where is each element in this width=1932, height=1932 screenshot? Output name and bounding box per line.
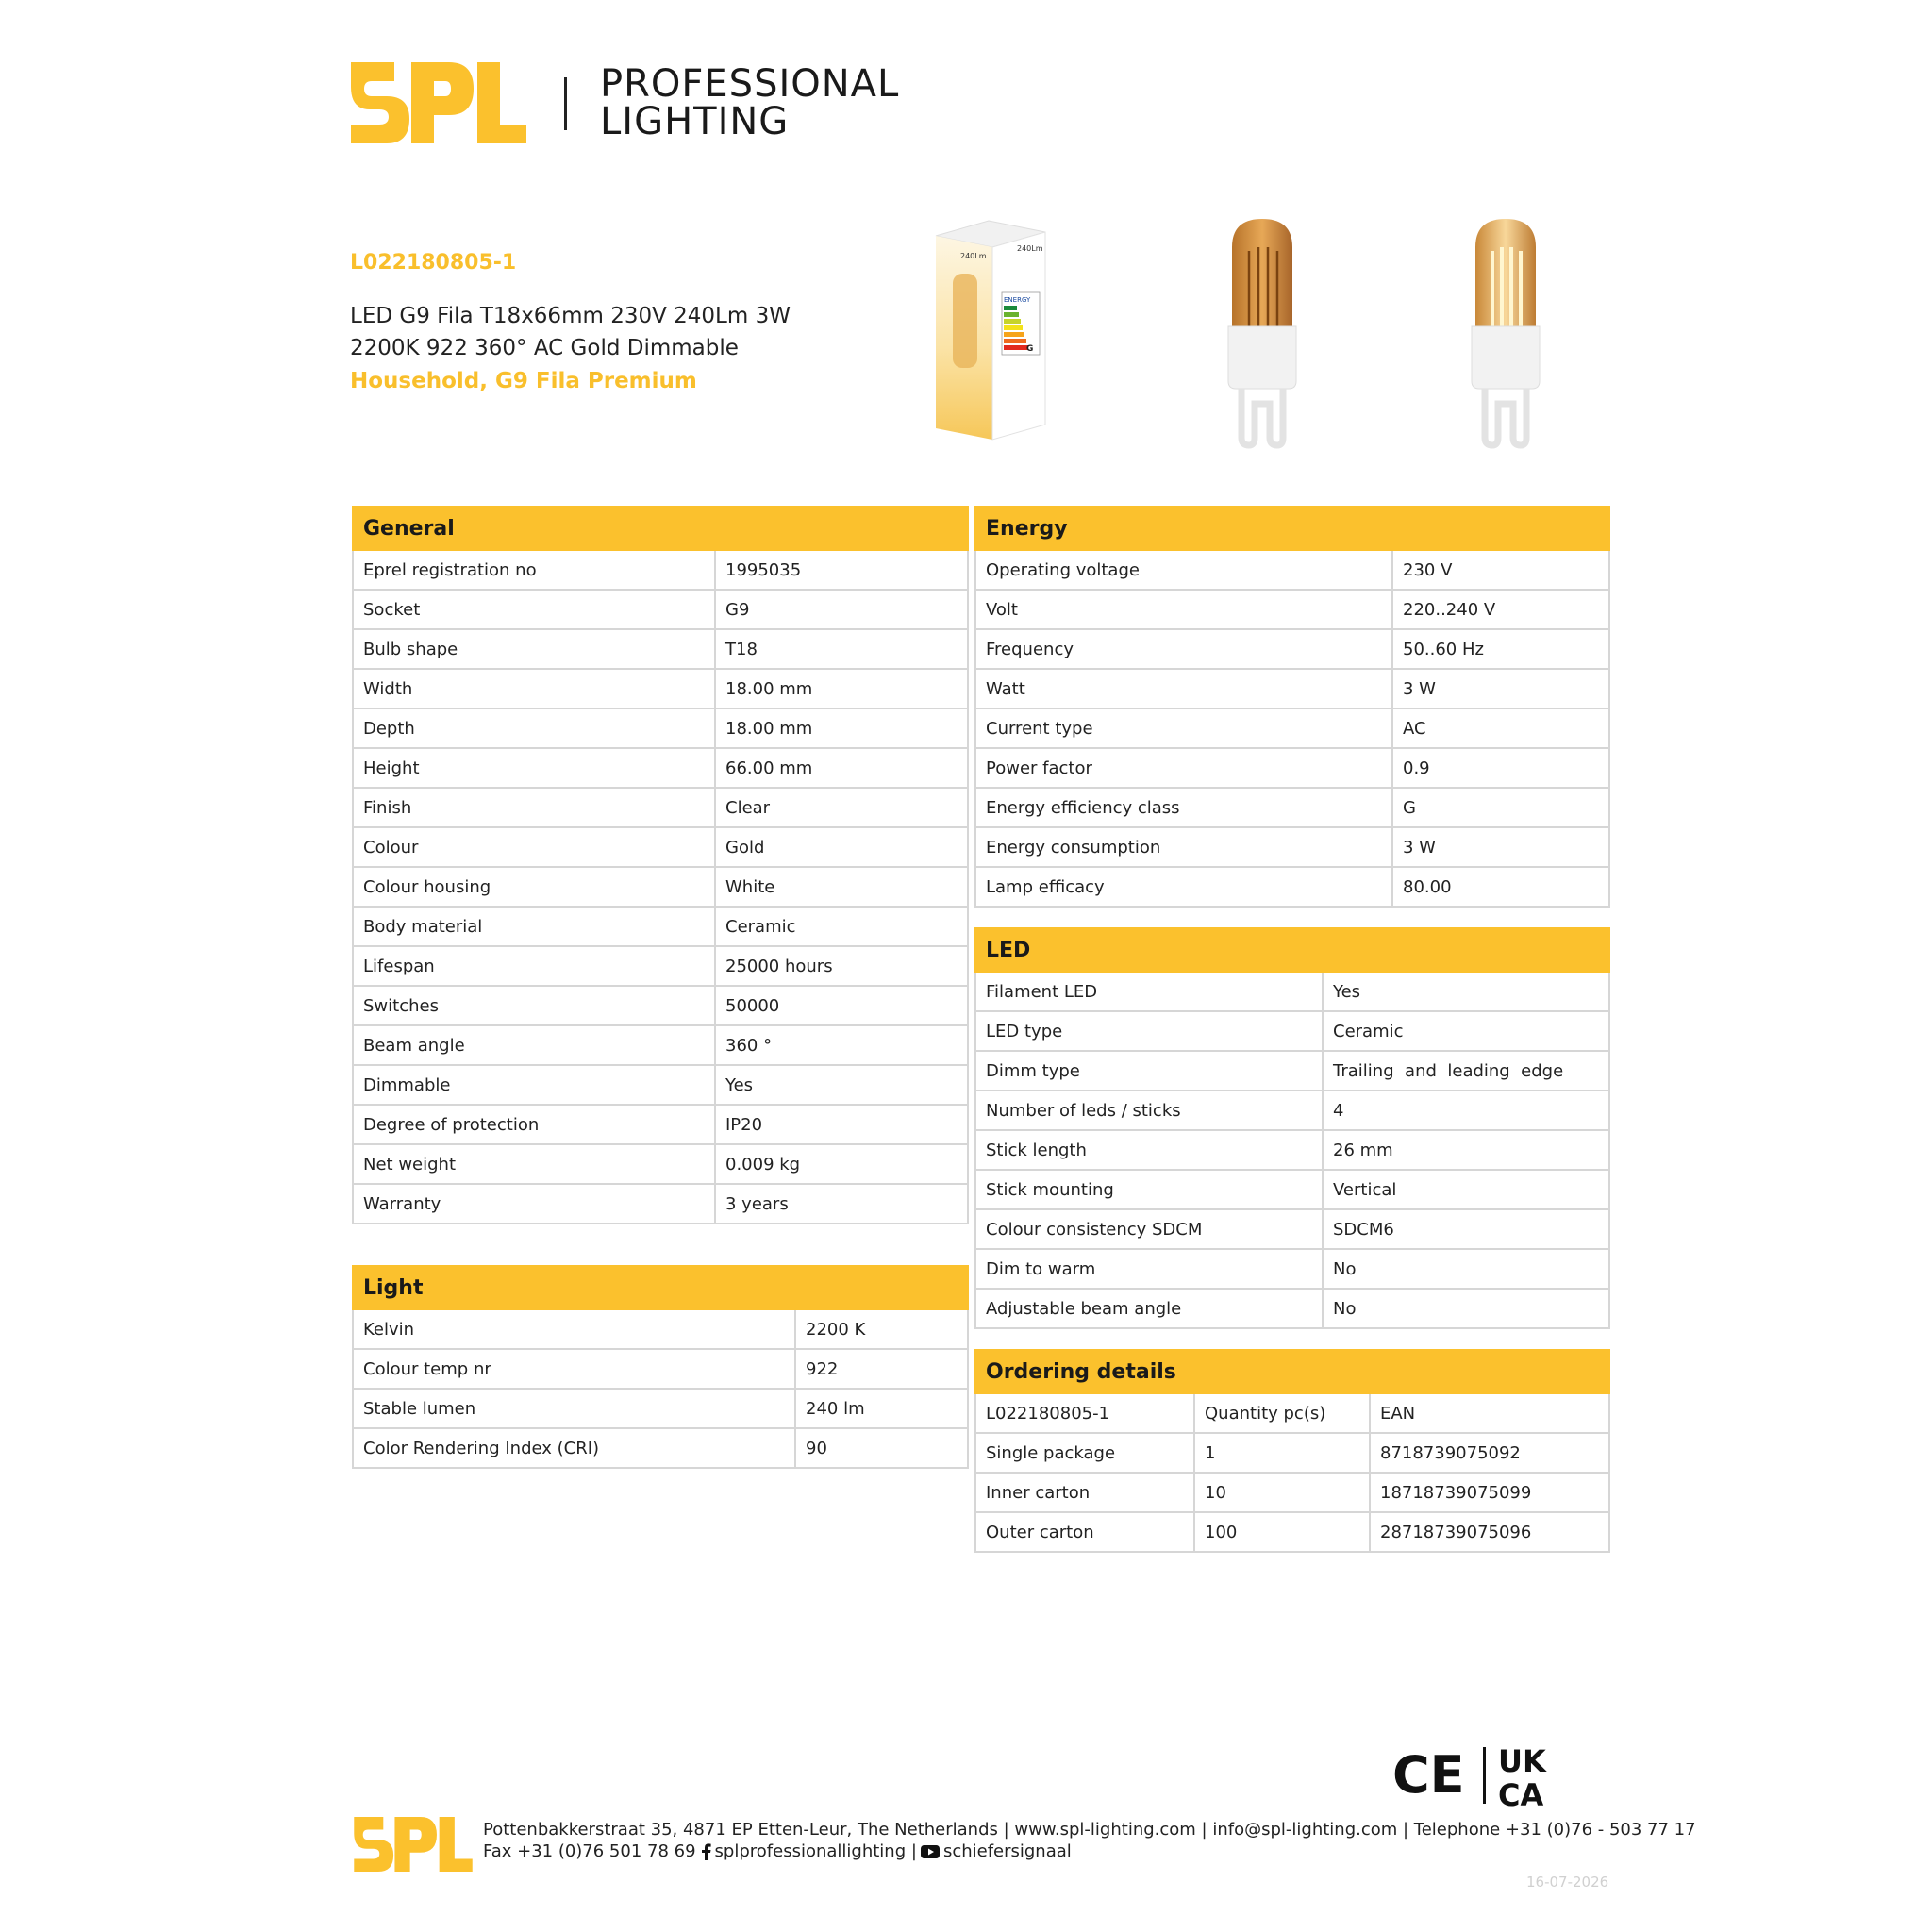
cert-divider (1483, 1747, 1486, 1804)
table-row (975, 867, 1609, 907)
table-row (353, 986, 968, 1025)
table-row (353, 590, 968, 629)
spec-label: Dimm type (975, 1051, 1323, 1091)
table-row (353, 708, 968, 748)
spec-value: 230 V (1392, 550, 1609, 590)
spec-value: G (1392, 788, 1609, 827)
table-row (353, 1025, 968, 1065)
table-row (353, 1428, 968, 1468)
spec-value: AC (1392, 708, 1609, 748)
table-row (975, 1011, 1609, 1051)
table-row (975, 1473, 1609, 1512)
certification-marks (1392, 1741, 1581, 1809)
footer-youtube[interactable]: schiefersignaal (942, 1841, 1072, 1861)
table-row (353, 946, 968, 986)
spec-value: 80.00 (1392, 867, 1609, 907)
spec-label: Eprel registration no (353, 550, 715, 590)
table-row (353, 867, 968, 907)
table-row (975, 669, 1609, 708)
table-row (975, 629, 1609, 669)
spl-logo (351, 62, 526, 143)
spec-label: Body material (353, 907, 715, 946)
order-ean: 28718739075096 (1370, 1512, 1609, 1552)
spec-label: Colour housing (353, 867, 715, 907)
spec-value: G9 (715, 590, 968, 629)
ce-mark: CE (1392, 1745, 1465, 1805)
order-package: Single package (975, 1433, 1194, 1473)
footer-contact (483, 1841, 1072, 1861)
spec-value: 26 mm (1323, 1130, 1609, 1170)
table-row (353, 827, 968, 867)
table-row (353, 1389, 968, 1428)
spec-label: Width (353, 669, 715, 708)
table-row (975, 1051, 1609, 1091)
spec-value: 2200 K (795, 1309, 968, 1349)
general-title: General (353, 507, 968, 550)
ordering-title: Ordering details (975, 1350, 1609, 1393)
table-row (975, 708, 1609, 748)
spec-label: Net weight (353, 1144, 715, 1184)
bulb-image-lit (1466, 215, 1545, 449)
table-row (975, 827, 1609, 867)
general-table (352, 506, 969, 1224)
spec-label: Beam angle (353, 1025, 715, 1065)
spec-label: Energy efficiency class (975, 788, 1392, 827)
product-description-line1: LED G9 Fila T18x66mm 230V 240Lm 3W (350, 304, 791, 328)
spec-label: Color Rendering Index (CRI) (353, 1428, 795, 1468)
spec-value: No (1323, 1249, 1609, 1289)
spec-value: 90 (795, 1428, 968, 1468)
spec-value: Clear (715, 788, 968, 827)
bulb-image-off (1223, 215, 1302, 449)
spec-label: Degree of protection (353, 1105, 715, 1144)
spec-value: Ceramic (1323, 1011, 1609, 1051)
spec-label: Dimmable (353, 1065, 715, 1105)
brand-title-line1: PROFESSIONAL (600, 62, 900, 106)
spec-label: Bulb shape (353, 629, 715, 669)
table-row (975, 590, 1609, 629)
spec-label: Warranty (353, 1184, 715, 1224)
box-energy-class: G (1026, 344, 1034, 354)
spec-label: Energy consumption (975, 827, 1392, 867)
spec-value: 4 (1323, 1091, 1609, 1130)
order-quantity: 10 (1194, 1473, 1370, 1512)
spec-label: Depth (353, 708, 715, 748)
spec-label: Adjustable beam angle (975, 1289, 1323, 1328)
spec-label: LED type (975, 1011, 1323, 1051)
table-row (353, 550, 968, 590)
order-package: Inner carton (975, 1473, 1194, 1512)
ordering-table (974, 1349, 1610, 1553)
spec-value: 50000 (715, 986, 968, 1025)
spec-label: Stick length (975, 1130, 1323, 1170)
spec-label: Volt (975, 590, 1392, 629)
spec-value: 360 ° (715, 1025, 968, 1065)
order-package: Outer carton (975, 1512, 1194, 1552)
spec-label: Socket (353, 590, 715, 629)
footer-fax: Fax +31 (0)76 501 78 69 (483, 1841, 696, 1861)
logo-divider (564, 77, 567, 130)
spec-value: White (715, 867, 968, 907)
spec-label: Watt (975, 669, 1392, 708)
spec-label: Number of leds / sticks (975, 1091, 1323, 1130)
spec-value: SDCM6 (1323, 1209, 1609, 1249)
product-family: Household, G9 Fila Premium (350, 369, 697, 393)
table-row (353, 1309, 968, 1349)
spec-value: T18 (715, 629, 968, 669)
spec-label: Kelvin (353, 1309, 795, 1349)
order-quantity: 1 (1194, 1433, 1370, 1473)
spec-value: 1995035 (715, 550, 968, 590)
spec-label: Dim to warm (975, 1249, 1323, 1289)
brand-title-line2: LIGHTING (600, 100, 790, 143)
led-table (974, 927, 1610, 1329)
spec-label: Current type (975, 708, 1392, 748)
spec-value: 3 W (1392, 827, 1609, 867)
ukca-mark-top: UK (1498, 1743, 1546, 1779)
table-row (353, 1184, 968, 1224)
order-header-quantity: Quantity pc(s) (1194, 1393, 1370, 1433)
order-quantity: 100 (1194, 1512, 1370, 1552)
table-row (353, 907, 968, 946)
spec-value: 25000 hours (715, 946, 968, 986)
spec-label: Height (353, 748, 715, 788)
spec-label: Operating voltage (975, 550, 1392, 590)
table-row (975, 748, 1609, 788)
spec-value: Yes (715, 1065, 968, 1105)
light-table (352, 1265, 969, 1469)
energy-table (974, 506, 1610, 908)
spec-value: 3 years (715, 1184, 968, 1224)
product-package-image (932, 217, 1049, 443)
product-sku: L022180805-1 (350, 251, 517, 275)
box-lumen-right: 240Lm (1017, 244, 1043, 253)
table-row (353, 1065, 968, 1105)
spec-value: 0.9 (1392, 748, 1609, 788)
spec-value: 3 W (1392, 669, 1609, 708)
spec-value: No (1323, 1289, 1609, 1328)
table-row (353, 1349, 968, 1389)
order-header-ean: EAN (1370, 1393, 1609, 1433)
table-row (975, 1170, 1609, 1209)
spec-label: Lamp efficacy (975, 867, 1392, 907)
spec-value: Gold (715, 827, 968, 867)
spec-label: Finish (353, 788, 715, 827)
box-energy-label: ENERGY (1004, 296, 1031, 304)
table-row (353, 1144, 968, 1184)
spec-value: IP20 (715, 1105, 968, 1144)
product-description-line2: 2200K 922 360° AC Gold Dimmable (350, 336, 739, 360)
spec-value: Vertical (1323, 1170, 1609, 1209)
table-row (975, 1512, 1609, 1552)
spec-value: 240 lm (795, 1389, 968, 1428)
footer-address: Pottenbakkerstraat 35, 4871 EP Etten-Leur, The Netherlands | www.spl-lighting.com | info@spl-lighting.com | Telephone +31 (0)76 - 503 77 17 (483, 1820, 1696, 1840)
print-date: 16-07-2026 (1526, 1874, 1609, 1890)
spec-label: Colour (353, 827, 715, 867)
table-row (975, 1249, 1609, 1289)
spec-value: 0.009 kg (715, 1144, 968, 1184)
energy-title: Energy (975, 507, 1609, 550)
table-row (353, 748, 968, 788)
table-row (975, 1433, 1609, 1473)
spec-label: Colour temp nr (353, 1349, 795, 1389)
spl-logo-footer (351, 1817, 475, 1872)
spec-value: 922 (795, 1349, 968, 1389)
spec-label: Stick mounting (975, 1170, 1323, 1209)
spec-value: Ceramic (715, 907, 968, 946)
youtube-icon[interactable] (921, 1845, 940, 1858)
table-row (353, 629, 968, 669)
spec-value: Trailing and leading edge (1323, 1051, 1609, 1091)
order-header-sku: L022180805-1 (975, 1393, 1194, 1433)
spec-value: 50..60 Hz (1392, 629, 1609, 669)
table-row (353, 669, 968, 708)
spec-label: Frequency (975, 629, 1392, 669)
footer-facebook[interactable]: splprofessionallighting | (714, 1841, 917, 1861)
table-row (975, 1393, 1609, 1433)
spec-label: Colour consistency SDCM (975, 1209, 1323, 1249)
led-title: LED (975, 928, 1609, 972)
spec-value: 220..240 V (1392, 590, 1609, 629)
table-row (975, 1289, 1609, 1328)
table-row (353, 1105, 968, 1144)
table-row (975, 972, 1609, 1011)
table-row (975, 788, 1609, 827)
spec-value: 18.00 mm (715, 669, 968, 708)
spec-label: Power factor (975, 748, 1392, 788)
spec-label: Stable lumen (353, 1389, 795, 1428)
ukca-mark-bottom: CA (1498, 1777, 1544, 1809)
spec-value: 66.00 mm (715, 748, 968, 788)
table-row (353, 788, 968, 827)
spec-value: 18.00 mm (715, 708, 968, 748)
table-row (975, 550, 1609, 590)
box-lumen-left: 240Lm (960, 252, 987, 260)
spec-label: Switches (353, 986, 715, 1025)
order-ean: 8718739075092 (1370, 1433, 1609, 1473)
spec-label: Lifespan (353, 946, 715, 986)
spec-value: Yes (1323, 972, 1609, 1011)
table-row (975, 1130, 1609, 1170)
table-row (975, 1091, 1609, 1130)
light-title: Light (353, 1266, 968, 1309)
facebook-icon[interactable] (700, 1843, 711, 1860)
spec-label: Filament LED (975, 972, 1323, 1011)
table-row (975, 1209, 1609, 1249)
order-ean: 18718739075099 (1370, 1473, 1609, 1512)
